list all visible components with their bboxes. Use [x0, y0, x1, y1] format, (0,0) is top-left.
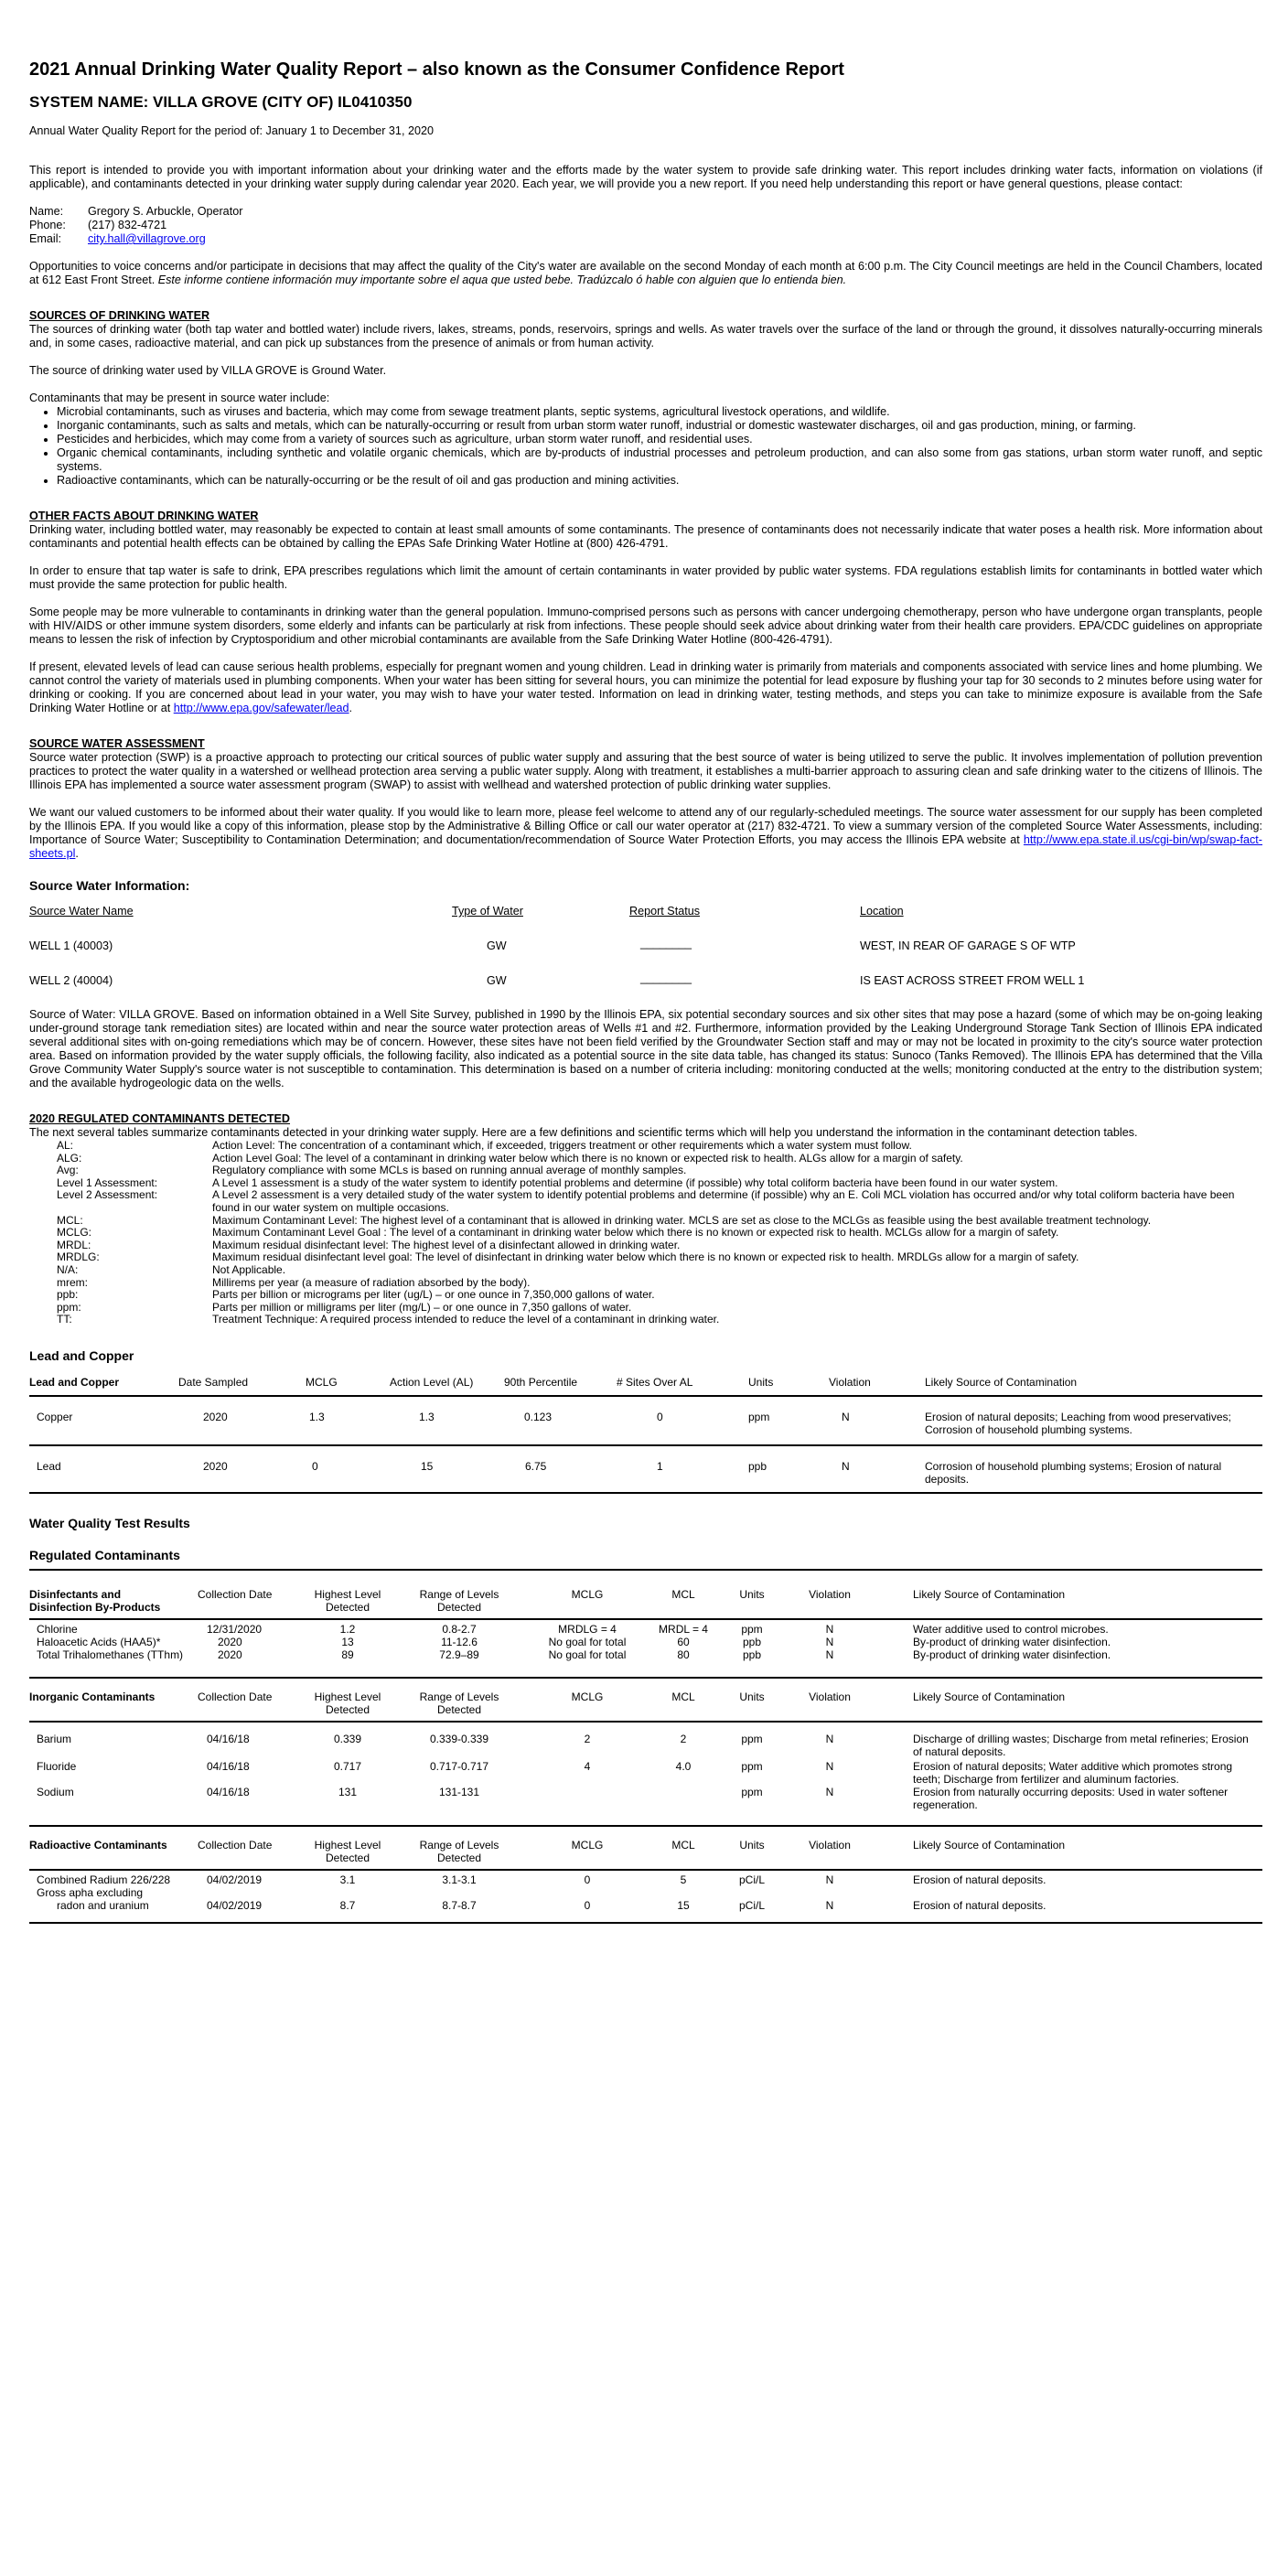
- ioc-row-3-range: 131-131: [438, 1785, 480, 1798]
- rad-col-violation: Violation: [809, 1838, 851, 1852]
- rad-row-2-date: 04/02/2019: [207, 1898, 263, 1912]
- rad-col-mcl: MCL: [671, 1838, 695, 1852]
- spanish-notice: Este informe contiene información muy importante sobre el aqua que usted bebe. Tradúzcalo ó hable con alguien que lo entienda bien.: [157, 274, 847, 286]
- lc-col-date: Date Sampled: [178, 1375, 249, 1389]
- dbp-row-1-range: 0.8-2.7: [442, 1622, 477, 1636]
- rad-row-1-source: Erosion of natural deposits.: [913, 1873, 1046, 1886]
- ioc-row-2-mclg: 4: [584, 1759, 591, 1773]
- dbp-row-2-violation: N: [825, 1635, 834, 1648]
- well-1-name: WELL 1 (40003): [29, 939, 113, 952]
- dbp-row-2-date: 2020: [218, 1635, 242, 1648]
- definition-term: Level 2 Assessment:: [57, 1188, 158, 1202]
- system-name: SYSTEM NAME: VILLA GROVE (CITY OF) IL0410350: [29, 93, 413, 111]
- dbp-col-mcl: MCL: [671, 1587, 695, 1601]
- dbp-row-3-name: Total Trihalomethanes (TThm): [37, 1648, 184, 1661]
- ioc-row-3-high: 131: [338, 1785, 358, 1798]
- contact-name: Gregory S. Arbuckle, Operator: [88, 205, 243, 218]
- ioc-row-3-units: ppm: [741, 1785, 763, 1798]
- definition-term: N/A:: [57, 1262, 79, 1276]
- lead-copper-table: [29, 1364, 1262, 1501]
- definition-text: Maximum Contaminant Level Goal : The level of a contaminant in drinking water below which there is no known or expected risk to health. MCLGs allow for a margin of safety.: [212, 1226, 1059, 1240]
- definition-row: [57, 1215, 1262, 1228]
- lc-copper-p90: 0.123: [524, 1410, 553, 1423]
- dbp-row-1-mclg: MRDLG = 4: [558, 1622, 617, 1636]
- swap-fact-sheets-link[interactable]: http://www.epa.state.il.us/cgi-bin/wp/swap-fact-sheets.pl: [29, 833, 1263, 860]
- dbp-row-1-date: 12/31/2020: [207, 1622, 263, 1636]
- regulated-intro: The next several tables summarize contaminants detected in your drinking water supply. Here are a few definitions and scientific terms which will help you understand the information in the contaminant detection tables.: [29, 1126, 1138, 1139]
- definition-term: TT:: [57, 1313, 72, 1326]
- rad-row-2-high: 8.7: [339, 1898, 356, 1912]
- definition-text: Parts per million or milligrams per liter (mg/L) – or one ounce in 7,350 gallons of water.: [212, 1300, 632, 1314]
- other-paragraph-1: Drinking water, including bottled water, may reasonably be expected to contain at least small amounts of some contaminants. The presence of contaminants does not necessarily indicate that water poses a health risk. More information about contaminants and potential health effects can be obtained by calling the EPAs Safe Drinking Water Hotline at (800) 426-4791.: [29, 523, 1262, 550]
- lc-lead-units: ppb: [748, 1459, 767, 1473]
- contact-phone-label: Phone:: [29, 219, 66, 231]
- definition-text: Treatment Technique: A required process intended to reduce the level of a contaminant in drinking water.: [212, 1313, 720, 1326]
- lc-copper-units: ppm: [748, 1410, 770, 1423]
- swi-col-type: Type of Water: [452, 905, 523, 918]
- swa-text: We want our valued customers to be informed about their water quality. If you would like to learn more, please feel welcome to attend any of our regularly-scheduled meetings. The source water assessment for our supply has been completed by the Illinois EPA. If you would like a copy of this information, please stop by the Administrative & Billing Office or call our water operator at (217) 832-4721. To view a summary version of the completed Source Water Assessments, including: Importance of Source Water; Susceptibility to Contamination Determination; and documentation/recommendation of Source Water Protection Efforts, you may access the Illinois EPA website at: [29, 806, 1262, 846]
- table-divider: [29, 1395, 1262, 1397]
- report-period: Annual Water Quality Report for the period of: January 1 to December 31, 2020: [29, 124, 434, 137]
- definition-term: MCL:: [57, 1213, 83, 1227]
- list-item: • Pesticides and herbicides, which may come from a variety of sources such as agriculture, urban storm water runoff, and residential uses.: [57, 433, 1262, 446]
- dbp-col-range: Range of Levels Detected: [419, 1587, 499, 1614]
- dbp-row-2-range: 11-12.6: [441, 1635, 478, 1648]
- lc-copper-source: Erosion of natural deposits; Leaching from wood preservatives; Corrosion of household plumbing systems.: [925, 1410, 1231, 1436]
- rad-row-2-mcl: 15: [677, 1898, 690, 1912]
- ioc-col-mcl: MCL: [671, 1690, 695, 1703]
- ioc-col-name: Inorganic Contaminants: [29, 1690, 156, 1703]
- definition-text: Maximum Contaminant Level: The highest level of a contaminant that is allowed in drinking water. MCLS are set as close to the MCLGs as feasible using the best available treatment technology.: [212, 1213, 1152, 1227]
- intro-paragraph: This report is intended to provide you with important information about your drinking water and the efforts made by the water system to provide safe drinking water. This report includes drinking water facts, information on violations (if applicable), and contaminants detected in your drinking water supply during calendar year 2020. Each year, we will provide you a new report. If you need help understanding this report or have general questions, please contact:: [29, 164, 1262, 190]
- ioc-row-2-units: ppm: [741, 1759, 763, 1773]
- rad-row-2-name-cont: radon and uranium: [57, 1898, 149, 1912]
- rad-col-source: Likely Source of Contamination: [913, 1838, 1066, 1852]
- lc-lead-date: 2020: [203, 1459, 228, 1473]
- dbp-row-2-name: Haloacetic Acids (HAA5)*: [37, 1635, 161, 1648]
- ioc-col-source: Likely Source of Contamination: [913, 1690, 1066, 1703]
- lc-col-violation: Violation: [829, 1375, 871, 1389]
- lc-lead-source: Corrosion of household plumbing systems; Erosion of natural deposits.: [925, 1459, 1222, 1486]
- lead-info-text: If present, elevated levels of lead can cause serious health problems, especially for pregnant women and young children. Lead in drinking water is primarily from materials and components associated with service lines and home plumbing. We cannot control the variety of materials used in plumbing components. When your water has been sitting for several hours, you can minimize the potential for lead exposure by flushing your tap for 30 seconds to 2 minutes before using water for drinking or cooking. If you are concerned about lead in your water, you may wish to have your water tested. Information on lead in drinking water, testing methods, and steps you can take to minimize exposure is available from the Safe Drinking Water Hotline or at: [29, 660, 1262, 714]
- dbp-col-source: Likely Source of Contamination: [913, 1587, 1066, 1601]
- definition-row: [57, 1251, 1262, 1264]
- lc-col-name: Lead and Copper: [29, 1375, 120, 1389]
- ioc-row-1-high: 0.339: [333, 1732, 362, 1745]
- definition-text: Action Level Goal: The level of a contaminant in drinking water below which there is no known or expected risk to health. ALGs allow for a margin of safety.: [212, 1151, 963, 1165]
- definition-row: [57, 1240, 1262, 1252]
- lc-lead-sites: 1: [657, 1459, 663, 1473]
- dbp-row-1-name: Chlorine: [37, 1622, 78, 1636]
- ioc-row-2-name: Fluoride: [37, 1759, 77, 1773]
- list-item: • Organic chemical contaminants, including synthetic and volatile organic chemicals, which are by-products of industrial processes and petroleum production, and can also some from gas stations, urban storm water runoff, and septic systems.: [57, 446, 1262, 474]
- sources-heading: SOURCES OF DRINKING WATER: [29, 309, 210, 322]
- dbp-row-3-date: 2020: [218, 1648, 242, 1661]
- other-paragraph-2: In order to ensure that tap water is safe to drink, EPA prescribes regulations which limit the amount of certain contaminants in water provided by public water systems. FDA regulations establish limits for contaminants in bottled water which must provide the same protection for public health.: [29, 564, 1262, 591]
- lc-copper-name: Copper: [37, 1410, 73, 1423]
- lc-lead-p90: 6.75: [525, 1459, 547, 1473]
- opportunities-paragraph: [29, 260, 1262, 287]
- swa-paragraph-1: Source water protection (SWP) is a proactive approach to protecting our critical sources of public water supply and assuring that the best source of water is being utilized to serve the public. It involves implementation of pollution prevention practices to protect the water quality in a watershed or wellhead protection area serving a public water supply. Along with treatment, it establishes a multi-barrier approach to assuring clean and safe drinking water to the citizens of Illinois. The Illinois EPA has implemented a source water assessment program (SWAP) to assist with wellhead and watershed protection of public drinking water supplies.: [29, 751, 1262, 791]
- rad-col-high: Highest Level Detected: [314, 1838, 381, 1864]
- swi-heading: Source Water Information:: [29, 878, 190, 893]
- rad-row-2-range: 8.7-8.7: [442, 1898, 477, 1912]
- swi-col-status: Report Status: [629, 905, 701, 918]
- opportunities-text: Opportunities to voice concerns and/or participate in decisions that may affect the quality of the City's water are available on the second Monday of each month at 6:00 p.m. The City Council meetings are held in the Council Chambers, located at 612 East Front Street.: [29, 260, 1262, 286]
- lc-copper-date: 2020: [203, 1410, 228, 1423]
- ioc-col-date: Collection Date: [198, 1690, 273, 1703]
- list-item: • Microbial contaminants, such as viruses and bacteria, which may come from sewage treatment plants, septic systems, agricultural livestock operations, and wildlife.: [57, 405, 1262, 419]
- definition-term: ppb:: [57, 1288, 79, 1302]
- lc-col-source: Likely Source of Contamination: [925, 1375, 1078, 1389]
- rad-col-range: Range of Levels Detected: [419, 1838, 499, 1864]
- contact-phone: (217) 832-4721: [88, 219, 167, 231]
- table-divider: [29, 1618, 1262, 1620]
- definition-row: [57, 1227, 1262, 1240]
- definition-row: [57, 1289, 1262, 1302]
- contact-block: [29, 205, 1262, 246]
- dbp-col-date: Collection Date: [198, 1587, 273, 1601]
- dbp-row-2-high: 13: [341, 1635, 354, 1648]
- definition-row: [57, 1153, 1262, 1165]
- well-1-location: WEST, IN REAR OF GARAGE S OF WTP: [860, 939, 1076, 952]
- table-divider: [29, 1444, 1262, 1446]
- definition-text: Regulatory compliance with some MCLs is based on running annual average of monthly samples.: [212, 1164, 687, 1177]
- ioc-row-1-mcl: 2: [680, 1732, 687, 1745]
- lc-copper-mclg: 1.3: [309, 1410, 325, 1423]
- definition-text: A Level 1 assessment is a study of the water system to identify potential problems and determine (if possible) why total coliform bacteria have been found in our water system.: [212, 1175, 1058, 1189]
- ioc-col-range: Range of Levels Detected: [419, 1690, 499, 1716]
- table-divider: [29, 1922, 1262, 1924]
- definition-text: Action Level: The concentration of a contaminant which, if exceeded, triggers treatment or other requirements which a water system must follow.: [212, 1139, 912, 1152]
- ioc-row-2-violation: N: [825, 1759, 834, 1773]
- lc-col-sites: # Sites Over AL: [617, 1375, 693, 1389]
- definition-term: ALG:: [57, 1151, 82, 1165]
- lc-col-al: Action Level (AL): [390, 1375, 474, 1389]
- definition-text: A Level 2 assessment is a very detailed study of the water system to identify potential problems and determine (if possible) why an E. Coli MCL violation has occurred and/or why total coliform bacteria have been found in our water system on multiple occasions.: [212, 1188, 1235, 1214]
- disinfectants-table: [29, 1571, 1262, 1669]
- dbp-row-1-units: ppm: [741, 1622, 763, 1636]
- ioc-row-2-mcl: 4.0: [675, 1759, 692, 1773]
- dbp-col-name: Disinfectants and Disinfection By-Products: [29, 1587, 161, 1614]
- definition-row: [57, 1264, 1262, 1277]
- lc-lead-violation: N: [842, 1459, 850, 1473]
- definition-text: Not Applicable.: [212, 1262, 286, 1276]
- rad-row-2-violation: N: [825, 1898, 834, 1912]
- lc-copper-violation: N: [842, 1410, 850, 1423]
- sources-paragraph-1: The sources of drinking water (both tap water and bottled water) include rivers, lakes, streams, ponds, reservoirs, springs and wells. As water travels over the surface of the land or through the ground, it dissolves naturally-occurring minerals and, in some cases, radioactive material, and can pick up substances from the presence of animals or from human activity.: [29, 323, 1262, 349]
- rad-row-1-mcl: 5: [680, 1873, 687, 1886]
- ioc-row-1-date: 04/16/18: [207, 1732, 250, 1745]
- dbp-row-3-range: 72.9–89: [439, 1648, 479, 1661]
- lc-lead-name: Lead: [37, 1459, 61, 1473]
- rad-row-2-source: Erosion of natural deposits.: [913, 1898, 1046, 1912]
- definition-text: Millirems per year (a measure of radiation absorbed by the body).: [212, 1275, 531, 1289]
- ioc-row-3-name: Sodium: [37, 1785, 74, 1798]
- dbp-row-3-source: By-product of drinking water disinfection.: [913, 1648, 1111, 1661]
- swa-heading: SOURCE WATER ASSESSMENT: [29, 737, 205, 750]
- regulated-contaminants-heading: Regulated Contaminants: [29, 1547, 180, 1562]
- lc-copper-sites: 0: [657, 1410, 663, 1423]
- definition-text: Maximum residual disinfectant level: The highest level of a disinfectant allowed in drinking water.: [212, 1238, 681, 1251]
- well-2-type: GW: [487, 974, 507, 987]
- rad-row-1-date: 04/02/2019: [207, 1873, 263, 1886]
- lc-col-p90: 90th Percentile: [504, 1375, 578, 1389]
- definitions-list: [57, 1140, 1262, 1326]
- dbp-row-2-mcl: 60: [677, 1635, 690, 1648]
- radioactive-table: [29, 1827, 1262, 1918]
- rad-row-1-name: Combined Radium 226/228: [37, 1873, 171, 1886]
- epa-lead-link[interactable]: http://www.epa.gov/safewater/lead: [173, 702, 349, 714]
- ioc-row-1-name: Barium: [37, 1732, 72, 1745]
- definition-term: mrem:: [57, 1275, 88, 1289]
- well-2-name: WELL 2 (40004): [29, 974, 113, 987]
- ioc-row-3-date: 04/16/18: [207, 1785, 250, 1798]
- definition-term: ppm:: [57, 1300, 81, 1314]
- ioc-col-high: Highest Level Detected: [314, 1690, 381, 1716]
- ioc-col-violation: Violation: [809, 1690, 851, 1703]
- definition-row: [57, 1177, 1262, 1190]
- ioc-row-1-mclg: 2: [584, 1732, 591, 1745]
- ioc-row-1-violation: N: [825, 1732, 834, 1745]
- table-divider: [29, 1721, 1262, 1723]
- lc-col-mclg: MCLG: [306, 1375, 338, 1389]
- rad-row-1-high: 3.1: [339, 1873, 356, 1886]
- dbp-col-high: Highest Level Detected: [314, 1587, 381, 1614]
- definition-row: [57, 1277, 1262, 1290]
- dbp-row-3-high: 89: [341, 1648, 354, 1661]
- dbp-row-1-violation: N: [825, 1622, 834, 1636]
- dbp-row-3-units: ppb: [742, 1648, 762, 1661]
- rad-col-mclg: MCLG: [571, 1838, 604, 1852]
- regulated-heading: 2020 REGULATED CONTAMINANTS DETECTED: [29, 1112, 291, 1125]
- lc-col-units: Units: [748, 1375, 774, 1389]
- inorganic-table: [29, 1679, 1262, 1810]
- list-item: • Radioactive contaminants, which can be naturally-occurring or be the result of oil and gas production and mining activities.: [57, 474, 1262, 488]
- ioc-row-2-source: Erosion of natural deposits; Water additive which promotes strong teeth; Discharge from fertilizer and aluminum factories.: [913, 1759, 1233, 1786]
- dbp-col-violation: Violation: [809, 1587, 851, 1601]
- ioc-row-2-date: 04/16/18: [207, 1759, 250, 1773]
- ioc-col-units: Units: [739, 1690, 765, 1703]
- ioc-row-1-source: Discharge of drilling wastes; Discharge from metal refineries; Erosion of natural deposits.: [913, 1732, 1249, 1758]
- dbp-col-units: Units: [739, 1587, 765, 1601]
- ioc-row-3-source: Erosion from naturally occurring deposits: Used in water softener regeneration.: [913, 1785, 1229, 1811]
- table-divider: [29, 1869, 1262, 1871]
- lc-lead-al: 15: [421, 1459, 434, 1473]
- dbp-row-2-source: By-product of drinking water disinfection.: [913, 1635, 1111, 1648]
- definition-term: Level 1 Assessment:: [57, 1175, 158, 1189]
- dbp-row-3-mcl: 80: [677, 1648, 690, 1661]
- lead-copper-heading: Lead and Copper: [29, 1347, 134, 1363]
- table-divider: [29, 1492, 1262, 1494]
- dbp-row-1-mcl: MRDL = 4: [659, 1622, 708, 1636]
- definition-row: [57, 1302, 1262, 1315]
- contaminant-list: [29, 405, 1262, 488]
- contact-email-link[interactable]: city.hall@villagrove.org: [88, 232, 206, 245]
- definition-term: MRDL:: [57, 1238, 91, 1251]
- rad-row-2-units: pCi/L: [738, 1898, 765, 1912]
- well-2-location: IS EAST ACROSS STREET FROM WELL 1: [860, 974, 1085, 987]
- report-page: [29, 59, 1262, 1924]
- lc-copper-al: 1.3: [419, 1410, 435, 1423]
- rad-row-2-name: Gross apha excluding: [37, 1885, 144, 1899]
- rad-row-1-mclg: 0: [584, 1873, 591, 1886]
- report-title: 2021 Annual Drinking Water Quality Report – also known as the Consumer Confidence Report: [29, 59, 844, 80]
- ioc-row-1-range: 0.339-0.339: [429, 1732, 489, 1745]
- rad-col-units: Units: [739, 1838, 765, 1852]
- definition-term: AL:: [57, 1139, 74, 1152]
- sources-paragraph-3: Contaminants that may be present in source water include:: [29, 392, 330, 404]
- dbp-row-3-mclg: No goal for total: [548, 1648, 627, 1661]
- dbp-row-1-high: 1.2: [339, 1622, 356, 1636]
- dbp-col-mclg: MCLG: [571, 1587, 604, 1601]
- ioc-row-2-range: 0.717-0.717: [429, 1759, 489, 1773]
- dbp-row-2-units: ppb: [742, 1635, 762, 1648]
- definition-term: Avg:: [57, 1164, 79, 1177]
- well-1-status: ________: [640, 937, 692, 950]
- swa-paragraph-2: [29, 806, 1262, 861]
- dbp-row-3-violation: N: [825, 1648, 834, 1661]
- contact-email-label: Email:: [29, 232, 61, 245]
- definition-row: [57, 1189, 1262, 1214]
- other-paragraph-3: Some people may be more vulnerable to contaminants in drinking water than the general population. Immuno-comprised persons such as persons with cancer undergoing chemotherapy, person who have undergone organ transplants, people with HIV/AIDS or other immune system disorders, some elderly and infants can be particularly at risk from infections. These people should seek advice about drinking water from their health care providers. EPA/CDC guidelines on appropriate means to lessen the risk of infection by Cryptosporidium and other microbial contaminants are available from the Safe Drinking Water Hotline (800-426-4791).: [29, 606, 1262, 646]
- rad-col-date: Collection Date: [198, 1838, 273, 1852]
- list-item: • Inorganic contaminants, such as salts and metals, which can be naturally-occurring or result from urban storm water runoff, industrial or domestic wastewater discharges, oil and gas production, mining, or farming.: [57, 419, 1262, 433]
- rad-row-1-violation: N: [825, 1873, 834, 1886]
- other-facts-heading: OTHER FACTS ABOUT DRINKING WATER: [29, 510, 259, 522]
- sources-paragraph-2: The source of drinking water used by VILLA GROVE is Ground Water.: [29, 364, 387, 377]
- definition-row: [57, 1165, 1262, 1177]
- lc-lead-mclg: 0: [312, 1459, 318, 1473]
- rad-col-name: Radioactive Contaminants: [29, 1838, 167, 1852]
- ioc-row-3-violation: N: [825, 1785, 834, 1798]
- dbp-row-2-mclg: No goal for total: [548, 1635, 627, 1648]
- definition-term: MCLG:: [57, 1226, 92, 1240]
- rad-row-1-range: 3.1-3.1: [442, 1873, 477, 1886]
- other-paragraph-4: [29, 660, 1262, 715]
- ioc-row-2-high: 0.717: [333, 1759, 362, 1773]
- dbp-row-1-source: Water additive used to control microbes.: [913, 1622, 1109, 1636]
- rad-row-2-mclg: 0: [584, 1898, 591, 1912]
- source-water-table: [29, 894, 1262, 994]
- period-mark: .: [75, 847, 79, 860]
- ioc-col-mclg: MCLG: [571, 1690, 604, 1703]
- swi-col-location: Location: [860, 905, 904, 918]
- source-of-water-paragraph: Source of Water: VILLA GROVE. Based on information obtained in a Well Site Survey, published in 1990 by the Illinois EPA, six potential secondary sources and six other sites that may pose a hazard (some of which may be on-going leaking under-ground storage tank remediation sites) are located within and near the source water protection areas of Wells #1 and #2. Furthermore, information provided by the Leaking Underground Storage Tank Section of Illinois EPA indicated several additional sites with on-going remediations which may be of concern. However, these sites have not been field verified by the Groundwater Section staff and may or may not be located in proximity to the city's source water protection area. Based on information provided by the water supply officials, the following facility, also indicated as a potential source in the site data table, has changed its status: Sunoco (Tanks Removed). The Illinois EPA has determined that the Villa Grove Community Water Supply's source water is not susceptible to contamination. This determination is based on a number of criteria including: monitoring conducted at the wells; monitoring conducted at the entry to the distribution system; and the available hydrogeologic data on the wells.: [29, 1008, 1262, 1089]
- definition-row: [57, 1140, 1262, 1153]
- well-2-status: ________: [640, 971, 692, 984]
- definition-text: Maximum residual disinfectant level goal: The level of disinfectant in drinking water below which there is no known or expected risk to health. MRDLGs allow for a margin of safety.: [212, 1250, 1079, 1264]
- definition-row: [57, 1314, 1262, 1326]
- period-mark: .: [349, 702, 353, 714]
- wq-heading: Water Quality Test Results: [29, 1515, 190, 1530]
- well-1-type: GW: [487, 939, 507, 952]
- ioc-row-1-units: ppm: [741, 1732, 763, 1745]
- definition-text: Parts per billion or micrograms per liter (ug/L) – or one ounce in 7,350,000 gallons of water.: [212, 1288, 655, 1302]
- rad-row-1-units: pCi/L: [738, 1873, 765, 1886]
- contact-name-label: Name:: [29, 205, 64, 218]
- swi-col-name: Source Water Name: [29, 905, 134, 918]
- definition-term: MRDLG:: [57, 1250, 100, 1264]
